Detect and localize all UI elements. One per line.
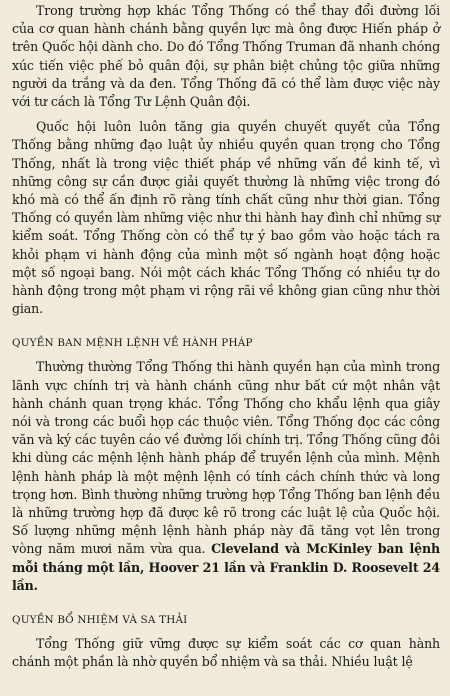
executive-orders-text: Thường thường Tổng Thống thi hành quyền hạn của mình trong lãnh vực chính trị và hành chánh cũng như bất cứ một nhân vật hành chánh quan trọng khác. Tổng Thống cho khẩu lệnh qua giây nói và trong các buổi họp các thuộc viên. Tổng Thống đọc các công văn và ký các tuyên cáo về đường lối chính trị. Tổng Thống cũng đôi khi dùng các mệnh lệnh hành pháp để truyền lệnh của mình. Mệnh lệnh hành pháp là một mệnh lệnh có tính cách chính thức và long trọng hơn. Bình thường những trường hợp Tổng Thống ban lệnh đều là những trường hợp đã được kê rõ trong các luật lệ của Quốc hội. Số lượng những mệnh lệnh hành pháp này đã tăng vọt lên trong vòng năm mươi năm vừa qua. [12, 359, 440, 557]
executive-orders-counts: Cleveland và McKinley ban lệnh mỗi tháng một lần, Hoover 21 lần và Franklin D. Roosevelt 24 lần. [12, 541, 440, 593]
paragraph-truman: Trong trường hợp khác Tổng Thống có thể thay đổi đường lối của cơ quan hành chánh bằng quyền lực mà ông được Hiến pháp ở trên Quốc hội dành cho. Do đó Tổng Thống Truman đã nhanh chóng xúc tiến việc phế bỏ quân đội, sự phân biệt chủng tộc giữa những người da trắng và da đen. Tổng Thống đã có thể làm được việc này với tư cách là Tổng Tư Lệnh Quân đội. [12, 3, 440, 110]
paragraph-appointment: Tổng Thống giữ vững được sự kiểm soát các cơ quan hành chánh một phần là nhờ quyền bổ nhiệm và sa thải. Nhiều luật lệ [12, 636, 440, 670]
section-heading-executive-orders: QUYỀN BAN MỆNH LỆNH VỀ HÀNH PHÁP [12, 337, 253, 350]
paragraph-executive-orders [12, 358, 440, 595]
section-heading-appointment: QUYỀN BỔ NHIỆM VÀ SA THẢI [12, 614, 188, 627]
paragraph-congress-delegation: Quốc hội luôn luôn tăng gia quyền chuyết quyết của Tổng Thống bằng những đạo luật ủy nhiều quyền quan trọng cho Tổng Thống, nhất là trong việc thiết pháp về những vấn đề kinh tế, vì những công sự cần được giải quyết thường là những việc trong đó khó mà có thể ấn định rõ ràng tính chất cũng như thời gian. Tổng Thống có quyền làm những việc như thi hành hay đình chỉ những sự kiểm soát. Tổng Thống còn có thể tự ý bao gồm vào hoặc tách ra khỏi phạm vi hành động của mình một số ngành hoạt động hoặc một số ngoại bang. Nói một cách khác Tổng Thống có nhiều tự do hành động trong một phạm vi rộng rãi về không gian cũng như thời gian. [12, 119, 440, 317]
